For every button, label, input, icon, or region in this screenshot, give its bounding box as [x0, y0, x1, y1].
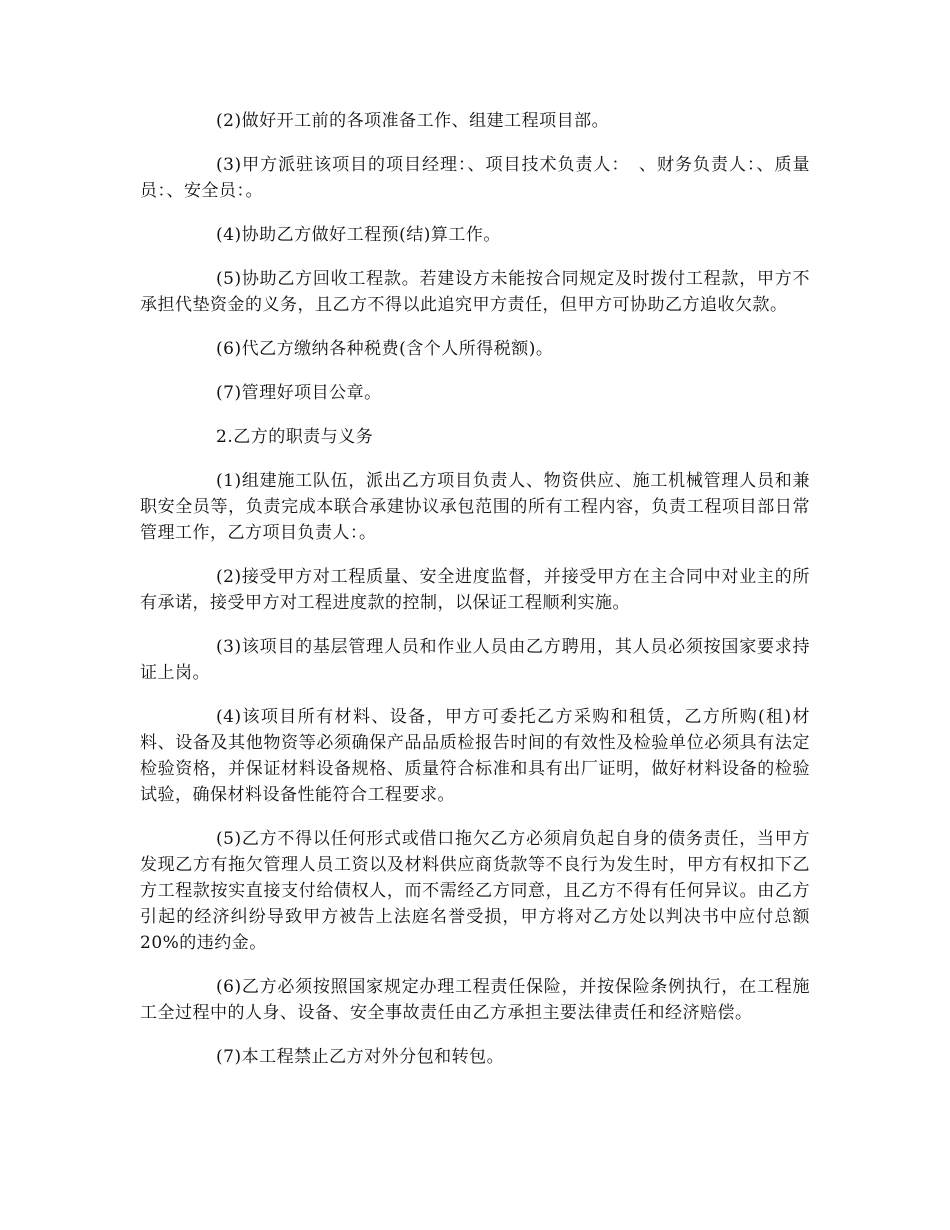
section-heading-party-b: 2.乙方的职责与义务 [216, 427, 374, 447]
document-body [140, 108, 810, 1088]
clause-party-b-6: (6)乙方必须按照国家规定办理工程责任保险，并按保险条例执行，在工程施工全过程中的人身、设备、安全事故责任由乙方承担主要法律责任和经济赔偿。 [140, 977, 810, 1023]
clause-party-a-7: (7)管理好项目公章。 [216, 383, 382, 403]
clause-party-b-1: (1)组建施工队伍，派出乙方项目负责人、物资供应、施工机械管理人员和兼职安全员等，负责完成本联合承建协议承包范围的所有工程内容，负责工程项目部日常管理工作，乙方项目负责人：。 [140, 471, 810, 543]
clause-party-b-7: (7)本工程禁止乙方对外分包和转包。 [216, 1047, 505, 1067]
clause-party-b-3: (3)该项目的基层管理人员和作业人员由乙方聘用，其人员必须按国家要求持证上岗。 [140, 637, 810, 683]
clause-party-b-5: (5)乙方不得以任何形式或借口拖欠乙方必须肩负起自身的债务责任，当甲方发现乙方有拖欠管理人员工资以及材料供应商货款等不良行为发生时，甲方有权扣下乙方工程款按实直接支付给债权人，而不需经乙方同意，且乙方不得有任何异议。由乙方引起的经济纠纷导致甲方被告上法庭名誉受损，甲方将对乙方处以判决书中应付总额20%的违约金。 [140, 829, 810, 953]
clause-party-b-4: (4)该项目所有材料、设备，甲方可委托乙方采购和租赁，乙方所购(租)材料、设备及其他物资等必须确保产品品质检报告时间的有效性及检验单位必须具有法定检验资格，并保证材料设备规格、质量符合标准和具有出厂证明，做好材料设备的检验试验，确保材料设备性能符合工程要求。 [140, 707, 810, 805]
clause-party-a-5: (5)协助乙方回收工程款。若建设方未能按合同规定及时拨付工程款，甲方不承担代垫资金的义务，且乙方不得以此追究甲方责任，但甲方可协助乙方追收欠款。 [140, 269, 810, 315]
clause-party-a-3: (3)甲方派驻该项目的项目经理：、项目技术负责人： 、财务负责人：、质量员：、安全员：。 [140, 155, 810, 201]
clause-party-a-2: (2)做好开工前的各项准备工作、组建工程项目部。 [216, 111, 610, 131]
clause-party-a-4: (4)协助乙方做好工程预(结)算工作。 [216, 225, 501, 245]
clause-party-b-2: (2)接受甲方对工程质量、安全进度监督，并接受甲方在主合同中对业主的所有承诺，接受甲方对工程进度款的控制，以保证工程顺利实施。 [140, 567, 810, 613]
clause-party-a-6: (6)代乙方缴纳各种税费(含个人所得税额)。 [216, 339, 554, 359]
